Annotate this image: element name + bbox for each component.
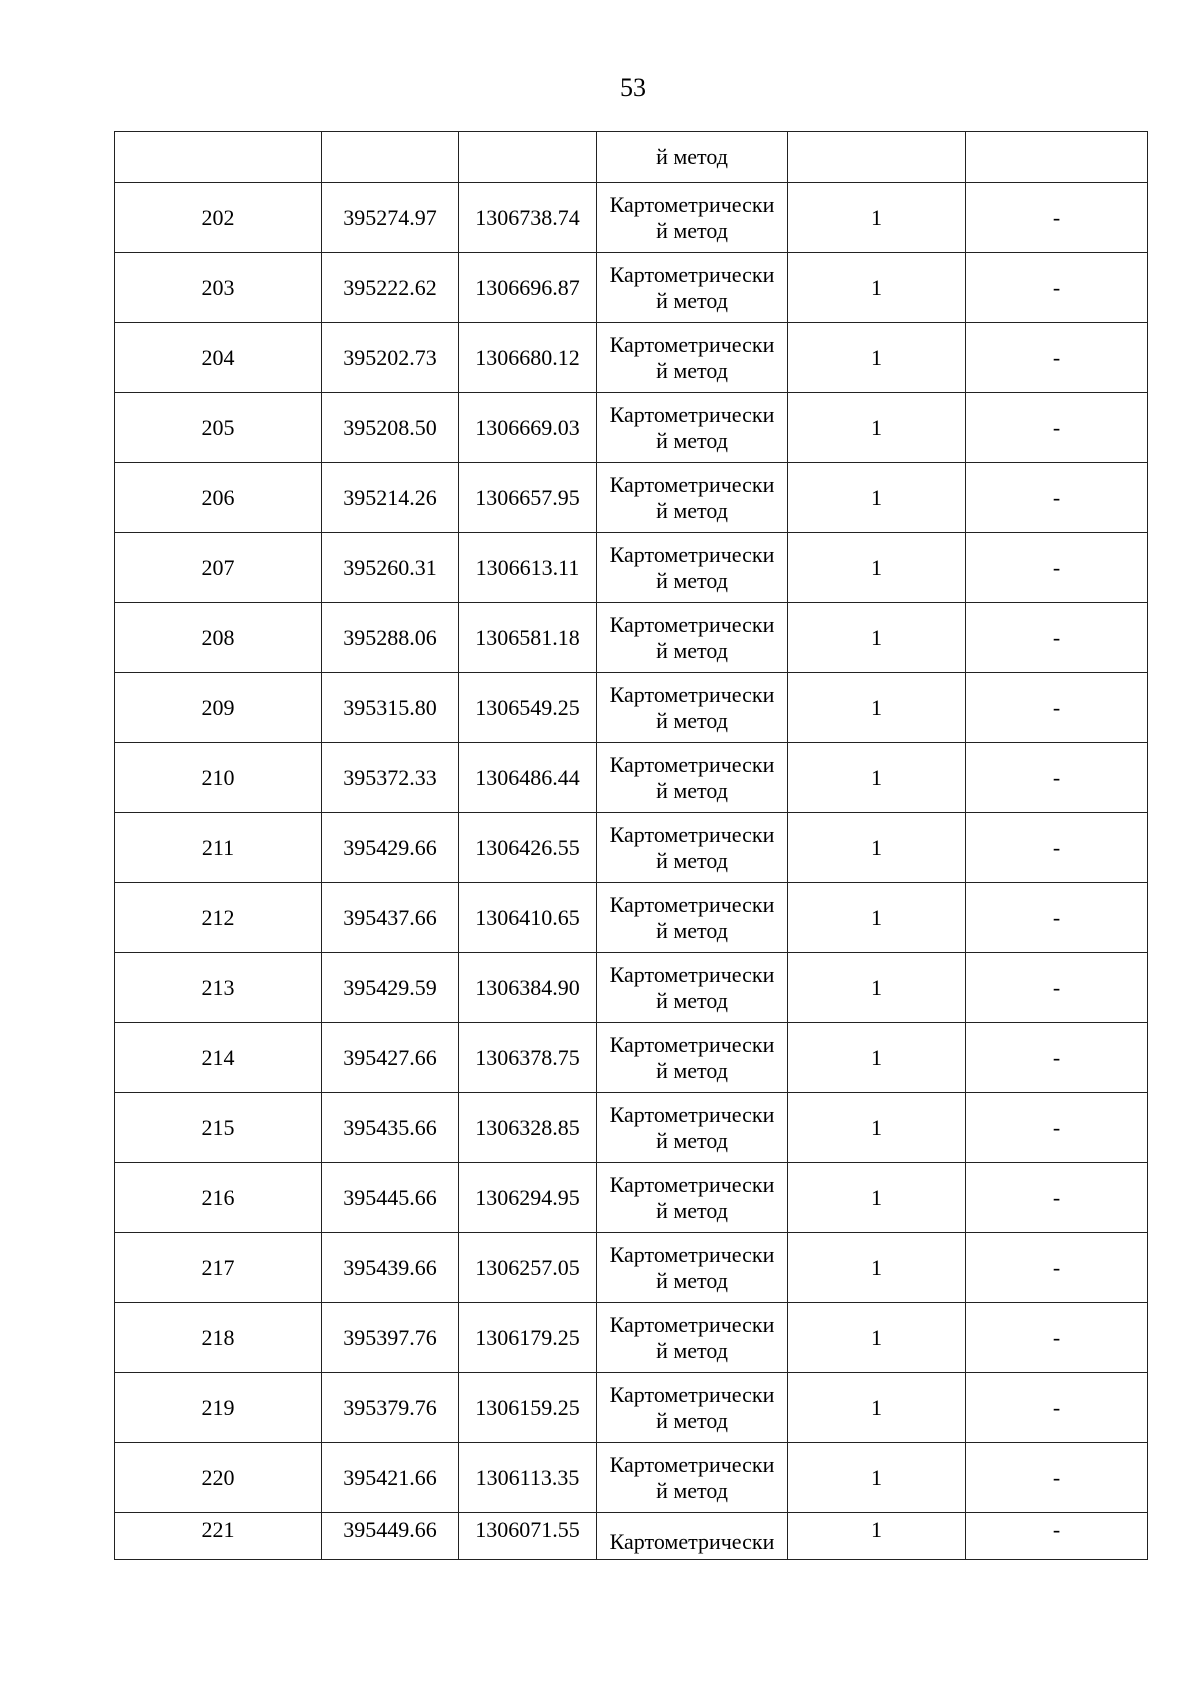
accuracy-cell: 1 — [788, 183, 966, 253]
table-row — [115, 533, 1148, 603]
note-cell: - — [966, 533, 1148, 603]
note-cell: - — [966, 1443, 1148, 1513]
method-line-2: й метод — [656, 1477, 728, 1503]
table-row — [115, 743, 1148, 813]
y-cell: 1306179.25 — [459, 1303, 597, 1373]
method-cell — [597, 673, 788, 743]
point-cell: 212 — [115, 883, 322, 953]
accuracy-cell: 1 — [788, 1443, 966, 1513]
note-cell: - — [966, 1513, 1148, 1560]
y-cell: 1306657.95 — [459, 463, 597, 533]
y-cell: 1306113.35 — [459, 1443, 597, 1513]
y-cell: 1306549.25 — [459, 673, 597, 743]
accuracy-cell: 1 — [788, 813, 966, 883]
point-cell: 208 — [115, 603, 322, 673]
accuracy-cell: 1 — [788, 1093, 966, 1163]
y-cell: 1306257.05 — [459, 1233, 597, 1303]
point-cell: 211 — [115, 813, 322, 883]
method-line-2: й метод — [656, 637, 728, 663]
x-cell: 395445.66 — [322, 1163, 459, 1233]
x-cell: 395421.66 — [322, 1443, 459, 1513]
point-cell: 203 — [115, 253, 322, 323]
accuracy-cell: 1 — [788, 533, 966, 603]
point-cell: 204 — [115, 323, 322, 393]
point-cell: 219 — [115, 1373, 322, 1443]
y-cell: 1306410.65 — [459, 883, 597, 953]
note-cell: - — [966, 673, 1148, 743]
method-line-2: й метод — [656, 777, 728, 803]
method-cell — [597, 1093, 788, 1163]
method-line-2: й метод — [656, 1407, 728, 1433]
method-line-1: Картометрически — [609, 1451, 775, 1477]
note-cell: - — [966, 1163, 1148, 1233]
method-cell: й метод — [597, 132, 788, 183]
x-cell: 395274.97 — [322, 183, 459, 253]
method-line-2: й метод — [656, 567, 728, 593]
method-cell — [597, 743, 788, 813]
method-line-1: Картометрически — [609, 891, 775, 917]
table-row — [115, 883, 1148, 953]
table-row — [115, 1023, 1148, 1093]
x-cell: 395437.66 — [322, 883, 459, 953]
method-cell — [597, 1233, 788, 1303]
accuracy-cell: 1 — [788, 253, 966, 323]
accuracy-cell: 1 — [788, 463, 966, 533]
method-cell — [597, 1303, 788, 1373]
method-line-1: Картометрически — [609, 331, 775, 357]
method-line-2: й метод — [656, 707, 728, 733]
note-cell: - — [966, 183, 1148, 253]
method-line-2: й метод — [656, 1267, 728, 1293]
method-cell — [597, 183, 788, 253]
method-line-1: Картометрически — [609, 401, 775, 427]
continuation-row — [115, 132, 1148, 183]
note-cell: - — [966, 323, 1148, 393]
point-cell: 206 — [115, 463, 322, 533]
accuracy-cell: 1 — [788, 883, 966, 953]
table-row — [115, 393, 1148, 463]
point-cell: 202 — [115, 183, 322, 253]
x-cell: 395214.26 — [322, 463, 459, 533]
method-line-2: й метод — [656, 1337, 728, 1363]
method-cell — [597, 323, 788, 393]
note-cell: - — [966, 813, 1148, 883]
method-cell — [597, 813, 788, 883]
method-line-2: й метод — [656, 287, 728, 313]
y-cell: 1306696.87 — [459, 253, 597, 323]
method-line-2: й метод — [656, 357, 728, 383]
y-cell: 1306581.18 — [459, 603, 597, 673]
method-line-1: Картометрически — [609, 1101, 775, 1127]
table-row — [115, 1443, 1148, 1513]
point-cell: 213 — [115, 953, 322, 1023]
method-cell: Картометрически — [597, 1513, 788, 1560]
accuracy-cell: 1 — [788, 603, 966, 673]
point-cell: 216 — [115, 1163, 322, 1233]
note-cell: - — [966, 953, 1148, 1023]
table-row — [115, 603, 1148, 673]
note-cell: - — [966, 393, 1148, 463]
method-line-1: Картометрически — [609, 191, 775, 217]
accuracy-cell: 1 — [788, 743, 966, 813]
point-cell: 207 — [115, 533, 322, 603]
point-cell: 209 — [115, 673, 322, 743]
accuracy-cell: 1 — [788, 1373, 966, 1443]
y-cell: 1306378.75 — [459, 1023, 597, 1093]
table-row — [115, 183, 1148, 253]
table-row — [115, 1513, 1148, 1560]
y-cell: 1306680.12 — [459, 323, 597, 393]
y-cell: 1306294.95 — [459, 1163, 597, 1233]
y-cell: 1306669.03 — [459, 393, 597, 463]
coordinates-table — [114, 131, 1148, 1560]
method-line-1: Картометрически — [609, 681, 775, 707]
table-row — [115, 1163, 1148, 1233]
note-cell — [966, 132, 1148, 183]
y-cell: 1306486.44 — [459, 743, 597, 813]
method-line-1: Картометрически — [609, 471, 775, 497]
note-cell: - — [966, 883, 1148, 953]
x-cell: 395202.73 — [322, 323, 459, 393]
table-row — [115, 1303, 1148, 1373]
table-row — [115, 1373, 1148, 1443]
point-cell: 210 — [115, 743, 322, 813]
accuracy-cell: 1 — [788, 393, 966, 463]
method-line-1: Картометрически — [609, 751, 775, 777]
x-cell: 395427.66 — [322, 1023, 459, 1093]
point-cell: 218 — [115, 1303, 322, 1373]
y-cell: 1306384.90 — [459, 953, 597, 1023]
accuracy-cell: 1 — [788, 1303, 966, 1373]
accuracy-cell: 1 — [788, 1233, 966, 1303]
y-cell: 1306159.25 — [459, 1373, 597, 1443]
note-cell: - — [966, 253, 1148, 323]
method-cell — [597, 1023, 788, 1093]
x-cell: 395260.31 — [322, 533, 459, 603]
page-number: 53 — [620, 73, 646, 102]
method-line-1: Картометрически — [609, 611, 775, 637]
method-line-2: й метод — [656, 987, 728, 1013]
method-cell — [597, 883, 788, 953]
accuracy-cell: 1 — [788, 1023, 966, 1093]
point-cell: 221 — [115, 1513, 322, 1560]
point-cell: 214 — [115, 1023, 322, 1093]
x-cell: 395288.06 — [322, 603, 459, 673]
table-row — [115, 323, 1148, 393]
accuracy-cell: 1 — [788, 1163, 966, 1233]
note-cell: - — [966, 1303, 1148, 1373]
method-cell — [597, 1373, 788, 1443]
method-cell — [597, 533, 788, 603]
method-line-1: Картометрически — [609, 261, 775, 287]
table-row — [115, 813, 1148, 883]
method-line-2: й метод — [656, 427, 728, 453]
accuracy-cell: 1 — [788, 953, 966, 1023]
method-cell — [597, 1163, 788, 1233]
method-line-1: Картометрически — [609, 1241, 775, 1267]
method-line-2: й метод — [656, 217, 728, 243]
note-cell: - — [966, 463, 1148, 533]
accuracy-cell: 1 — [788, 323, 966, 393]
y-cell: 1306426.55 — [459, 813, 597, 883]
note-cell: - — [966, 1373, 1148, 1443]
method-line-2: й метод — [656, 847, 728, 873]
note-cell: - — [966, 603, 1148, 673]
point-cell: 220 — [115, 1443, 322, 1513]
x-cell: 395429.59 — [322, 953, 459, 1023]
accuracy-cell: 1 — [788, 1513, 966, 1560]
method-line-2: й метод — [656, 497, 728, 523]
method-cell — [597, 393, 788, 463]
table-row — [115, 253, 1148, 323]
x-cell: 395208.50 — [322, 393, 459, 463]
table-row — [115, 953, 1148, 1023]
y-cell: 1306613.11 — [459, 533, 597, 603]
x-cell: 395449.66 — [322, 1513, 459, 1560]
method-line-2: й метод — [656, 1127, 728, 1153]
method-line-1: Картометрически — [609, 961, 775, 987]
x-cell: 395435.66 — [322, 1093, 459, 1163]
x-cell — [322, 132, 459, 183]
accuracy-cell: 1 — [788, 673, 966, 743]
x-cell: 395222.62 — [322, 253, 459, 323]
method-line-1: Картометрически — [609, 1311, 775, 1337]
x-cell: 395397.76 — [322, 1303, 459, 1373]
y-cell: 1306071.55 — [459, 1513, 597, 1560]
table-body — [115, 132, 1148, 1560]
method-cell — [597, 463, 788, 533]
method-line-1: Картометрически — [609, 821, 775, 847]
x-cell: 395429.66 — [322, 813, 459, 883]
x-cell: 395372.33 — [322, 743, 459, 813]
point-cell — [115, 132, 322, 183]
accuracy-cell — [788, 132, 966, 183]
point-cell: 205 — [115, 393, 322, 463]
method-cell — [597, 253, 788, 323]
method-line-1: Картометрически — [609, 541, 775, 567]
y-cell — [459, 132, 597, 183]
x-cell: 395379.76 — [322, 1373, 459, 1443]
point-cell: 217 — [115, 1233, 322, 1303]
table-row — [115, 463, 1148, 533]
x-cell: 395439.66 — [322, 1233, 459, 1303]
method-line-2: й метод — [656, 1197, 728, 1223]
method-cell — [597, 1443, 788, 1513]
method-line-1: Картометрически — [609, 1381, 775, 1407]
y-cell: 1306328.85 — [459, 1093, 597, 1163]
table-row — [115, 1093, 1148, 1163]
method-line-2: й метод — [656, 917, 728, 943]
note-cell: - — [966, 743, 1148, 813]
x-cell: 395315.80 — [322, 673, 459, 743]
method-line-1: Картометрически — [609, 1171, 775, 1197]
note-cell: - — [966, 1233, 1148, 1303]
method-line-2: й метод — [656, 1057, 728, 1083]
table-row — [115, 673, 1148, 743]
note-cell: - — [966, 1023, 1148, 1093]
method-cell — [597, 953, 788, 1023]
method-cell — [597, 603, 788, 673]
method-line-1: Картометрически — [609, 1031, 775, 1057]
table-row — [115, 1233, 1148, 1303]
point-cell: 215 — [115, 1093, 322, 1163]
note-cell: - — [966, 1093, 1148, 1163]
y-cell: 1306738.74 — [459, 183, 597, 253]
